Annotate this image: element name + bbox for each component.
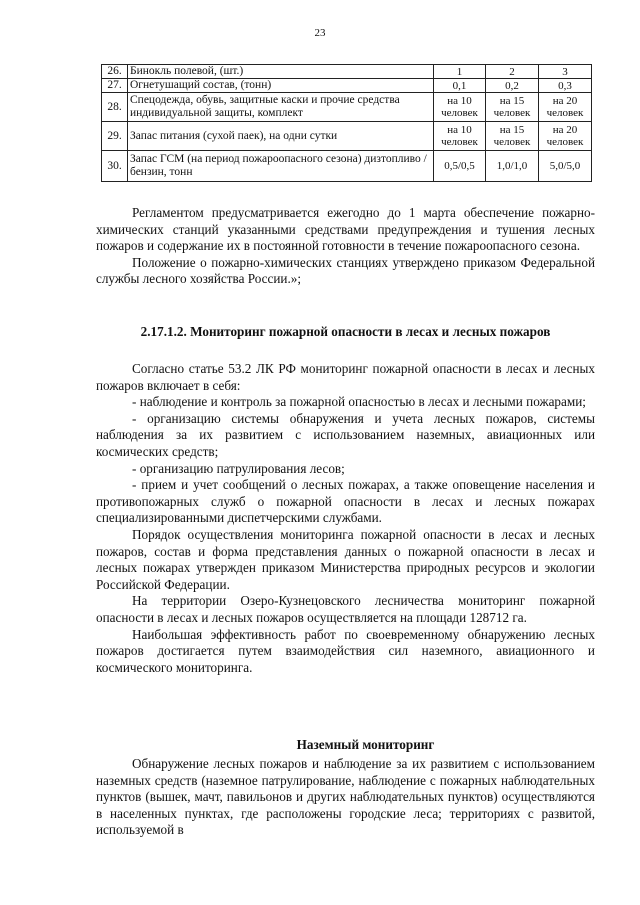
row-number: 26. <box>102 65 128 79</box>
row-number: 28. <box>102 93 128 122</box>
row-value-1: 0,5/0,5 <box>434 151 486 182</box>
paragraph: На территории Озеро-Кузнецовского лесничества мониторинг пожарной опасности в лесах и лесных пожаров осуществляется на площади 128712 га. <box>96 593 595 625</box>
text-block-1 <box>96 205 595 288</box>
row-value-1: 0,1 <box>434 79 486 93</box>
text-block-3 <box>96 756 595 839</box>
row-value-2: на 15 человек <box>486 122 539 151</box>
row-number: 30. <box>102 151 128 182</box>
row-value-3: 3 <box>539 65 592 79</box>
row-value-2: 0,2 <box>486 79 539 93</box>
subsection-heading: Наземный мониторинг <box>296 737 435 752</box>
list-item: - организацию патрулирования лесов; <box>132 460 345 476</box>
equipment-table <box>101 64 592 182</box>
table-row <box>102 65 592 79</box>
paragraph: Наибольшая эффективность работ по своевременному обнаружению лесных пожаров достигается путем взаимодействия сил наземного, авиационного и космического мониторинга. <box>96 626 595 675</box>
paragraph: Регламентом предусматривается ежегодно до 1 марта обеспечение пожарно-химических станций указанными средствами предупреждения и тушения лесных пожаров и содержание их в постоянной готовности в течение пожароопасного сезона. <box>96 205 595 254</box>
list-item: - наблюдение и контроль за пожарной опасностью в лесах и лесными пожарами; <box>132 394 586 410</box>
row-number: 29. <box>102 122 128 151</box>
row-value-2: на 15 человек <box>486 93 539 122</box>
row-value-3: 0,3 <box>539 79 592 93</box>
table-row <box>102 151 592 182</box>
row-value-1: на 10 человек <box>434 93 486 122</box>
row-item: Запас питания (сухой паек), на одни сутки <box>128 122 434 151</box>
section-heading: 2.17.1.2. Мониторинг пожарной опасности в лесах и лесных пожаров <box>140 324 551 339</box>
table-row <box>102 122 592 151</box>
paragraph: Согласно статье 53.2 ЛК РФ мониторинг пожарной опасности в лесах и лесных пожаров включает в себя: <box>96 361 595 393</box>
row-value-3: 5,0/5,0 <box>539 151 592 182</box>
row-item: Огнетушащий состав, (тонн) <box>128 79 434 93</box>
row-number: 27. <box>102 79 128 93</box>
row-value-3: на 20 человек <box>539 122 592 151</box>
list-item: - организацию системы обнаружения и учета лесных пожаров, системы наблюдения за их развитием с использованием наземных, авиационных или космических средств; <box>96 410 595 459</box>
paragraph: Обнаружение лесных пожаров и наблюдение за их развитием с использованием наземных средств (наземное патрулирование, наблюдение с пожарных наблюдательных пунктов (вышек, мачт, павильонов и других наблюдательных пунктов) осуществляются в населенных пунктах, где расположены городские леса; территориях с развитой, используемой в <box>96 756 595 838</box>
row-item: Спецодежда, обувь, защитные каски и прочие средства индивидуальной защиты, комплект <box>128 93 434 122</box>
row-item: Запас ГСМ (на период пожароопасного сезона) дизтопливо / бензин, тонн <box>128 151 434 182</box>
row-value-2: 1,0/1,0 <box>486 151 539 182</box>
row-value-1: 1 <box>434 65 486 79</box>
text-block-2 <box>96 361 595 676</box>
page-number: 23 <box>314 27 326 39</box>
row-item: Бинокль полевой, (шт.) <box>128 65 434 79</box>
list-item: - прием и учет сообщений о лесных пожарах, а также оповещение населения и противопожарных служб о пожарной опасности в лесах и лесных пожарах специализированными диспетчерскими службами. <box>96 477 595 526</box>
table-row <box>102 79 592 93</box>
paragraph: Положение о пожарно-химических станциях утверждено приказом Федеральной службы лесного хозяйства России.»; <box>96 254 595 287</box>
row-value-3: на 20 человек <box>539 93 592 122</box>
row-value-1: на 10 человек <box>434 122 486 151</box>
table-row <box>102 93 592 122</box>
row-value-2: 2 <box>486 65 539 79</box>
paragraph: Порядок осуществления мониторинга пожарной опасности в лесах и лесных пожаров, состав и форма представления данных о пожарной опасности в лесах и лесных пожарах утвержден приказом Министерства природных ресурсов и экологии Российской Федерации. <box>96 526 595 592</box>
